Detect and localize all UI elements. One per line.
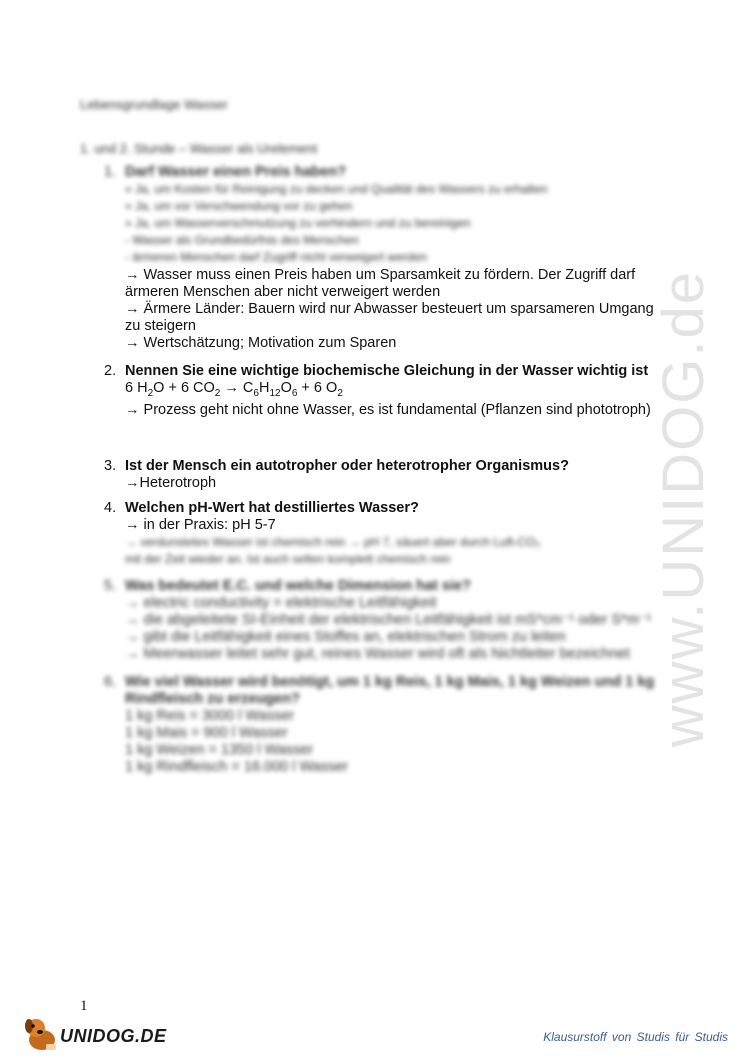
question-text: Nennen Sie eine wichtige biochemische Gleichung in der Wasser wichtig ist <box>125 363 649 379</box>
document-title: Lebensgrundlage Wasser <box>80 97 228 112</box>
blurred-line: - ärmeren Menschen darf Zugriff nicht verweigert werden <box>125 250 427 264</box>
question-number: 4. <box>104 500 117 516</box>
blurred-line: → verdunstetes Wasser ist chemisch rein → pH 7, säuert aber durch Luft-CO₂ <box>125 535 541 549</box>
logo-text: UNIDOG.DE <box>60 1026 167 1046</box>
question-2 <box>104 363 664 419</box>
blurred-line: 1 kg Mais = 900 l Wasser <box>125 725 288 741</box>
question-number: 5. <box>104 578 117 594</box>
question-number: 6. <box>104 674 117 690</box>
question-number: 3. <box>104 458 117 474</box>
blurred-line: » Ja, um Wasserverschmutzung zu verhindern und zu bereinigen <box>125 216 471 230</box>
dog-icon <box>22 1014 60 1054</box>
question-5 <box>104 578 664 663</box>
blurred-line: 1 kg Weizen = 1350 l Wasser <box>125 742 314 758</box>
section-title: 1. und 2. Stunde – Wasser als Urelement <box>80 141 318 156</box>
answer-text: → in der Praxis: pH 5-7 <box>125 517 276 533</box>
question-number: 2. <box>104 363 117 379</box>
answer-text: → Wertschätzung; Motivation zum Sparen <box>125 335 397 351</box>
blurred-line: → Meerwasser leitet sehr gut, reines Wasser wird oft als Nichtleiter bezeichnet <box>125 646 630 662</box>
question-1 <box>104 164 664 352</box>
question-number: 1. <box>104 164 117 180</box>
unidog-logo[interactable] <box>22 1014 172 1054</box>
page-number: 1 <box>80 998 88 1014</box>
blurred-line: 1 kg Rindfleisch = 16.000 l Wasser <box>125 759 349 775</box>
chemical-equation: 6 $H_2O + 6$ $CO_2 \to C_6H_{12}O_6 + 6$ $O_2$ <box>125 380 343 399</box>
footer-tagline: Klausurstoff von Studis für Studis <box>543 1030 728 1044</box>
question-6 <box>104 674 664 776</box>
question-text: Was bedeutet E.C. und welche Dimension hat sie? <box>125 578 471 594</box>
blurred-line: » Ja, um Kosten für Reinigung zu decken und Qualität des Wassers zu erhalten <box>125 182 548 196</box>
blurred-line: mit der Zeit wieder an. Ist auch selten komplett chemisch rein <box>125 552 451 566</box>
answer-text: → Prozess geht nicht ohne Wasser, es ist fundamental (Pflanzen sind phototroph) <box>125 401 651 418</box>
question-text: Welchen pH-Wert hat destilliertes Wasser? <box>125 500 419 516</box>
blurred-line: → gibt die Leitfähigkeit eines Stoffes an, elektrischen Strom zu leiten <box>125 629 566 645</box>
blurred-line: → electric conductivity = elektrische Leitfähigkeit <box>125 595 437 611</box>
answer-text: → Wasser muss einen Preis haben um Sparsamkeit zu fördern. Der Zugriff darf ärmeren Menschen aber nicht verweigert werden <box>125 267 636 300</box>
blurred-line: » Ja, um vor Verschwendung vor zu gehen <box>125 199 353 213</box>
watermark: www.UNIDOG.de <box>651 270 716 748</box>
question-text: Wie viel Wasser wird benötigt, um 1 kg Reis, 1 kg Mais, 1 kg Weizen und 1 kg Rindfleisch zu erzeugen? <box>125 674 655 707</box>
blurred-line: - Wasser als Grundbedürfnis des Menschen <box>125 233 359 247</box>
answer-text: → Ärmere Länder: Bauern wird nur Abwasser besteuert um sparsameren Umgang zu steigern <box>125 301 654 334</box>
blurred-line: 1 kg Reis = 3000 l Wasser <box>125 708 295 724</box>
blurred-line: → die abgeleitete SI-Einheit der elektrischen Leitfähigkeit ist mS*cm⁻¹ oder S*m⁻¹ <box>125 612 652 628</box>
question-text: Ist der Mensch ein autotropher oder heterotropher Organismus? <box>125 458 569 474</box>
answer-text: →Heterotroph <box>125 475 217 491</box>
question-3 <box>104 458 664 492</box>
question-text: Darf Wasser einen Preis haben? <box>125 164 347 180</box>
question-4 <box>104 500 664 568</box>
